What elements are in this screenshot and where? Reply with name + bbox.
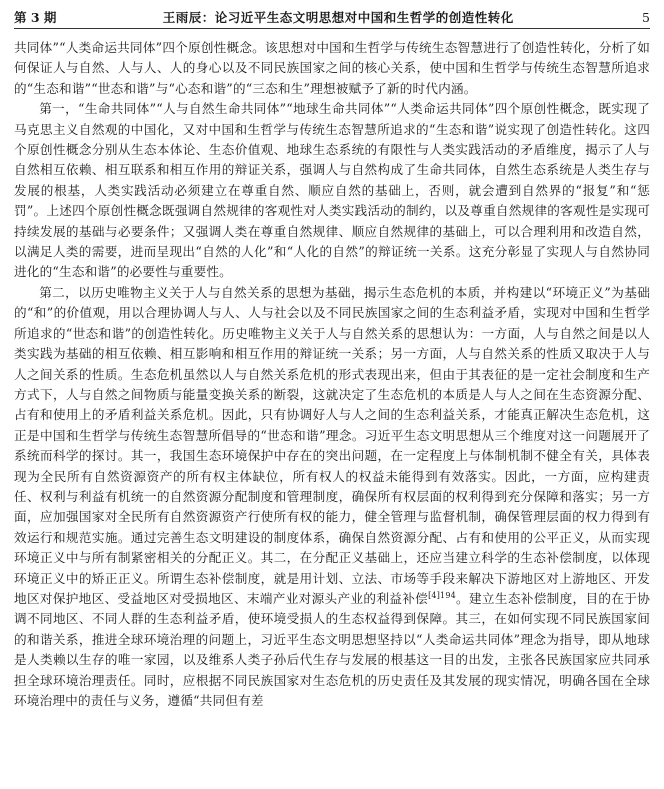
citation-ref: [4]194 [428,590,456,600]
issue-label: 第 3 期 [14,10,57,25]
article-body [14,38,650,711]
running-title: 王雨辰：论习近平生态文明思想对中国和生哲学的创造性转化 [162,10,514,25]
paragraph-second-text-b: 。建立生态补偿制度，目的在于协调不同地区、不同人群的生态利益矛盾，使环境受损人的生态权益得到保障。其三，在如何实现不同民族国家间的和谐关系，推进全球环境治理的问题上，习近平生态文明思想坚持以“人类命运共同体”理念为指导，即从地球是人类赖以生存的唯一家园，以及维系人类子孙后代生存与发展的根基这一目的出发，主张各民族国家应共同承担全球环境治理责任。同时，应根据不同民族国家对生态危机的历史责任及其发展的现实情况，明确各国在全球环境治理中的责任与义务，遵循“共同但有差 [14,590,651,708]
page-number: 5 [642,9,650,25]
paragraph-continuation: 共同体”“人类命运共同体”四个原创性概念。该思想对中国和生哲学与传统生态智慧进行了创造性转化，分析了如何保证人与自然、人与人、人的身心以及不同民族国家之间的核心关系，使中国和生哲学与传统生态智慧所追求的“生态和谐”“世态和谐”与“心态和谐”的“三态和生”理想被赋予了新的时代内涵。 [14,40,650,96]
paragraph-second-text-a: 第二，以历史唯物主义关于人与自然关系的思想为基础，揭示生态危机的本质，并构建以“环境正义”为基础的“和”的价值观，用以合理协调人与人、人与社会以及不同民族国家之间的生态利益矛盾，实现对中国和生哲学所追求的“世态和谐”的创造性转化。历史唯物主义关于人与自然关系的思想认为：一方面，人与自然之间是以人类实践为基础的相互依赖、相互影响和相互作用的辩证统一关系；另一方面，人与自然关系的性质又取决于人与人之间关系的性质。生态危机虽然以人与自然关系危机的形式表现出来，但由于其表征的是一定社会制度和生产方式下，人与自然之间物质与能量变换关系的断裂，这就决定了生态危机的本质是人与人之间在生态资源分配、占有和使用上的矛盾利益关系危机。因此，只有协调好人与人之间的生态利益关系，才能真正解决生态危机，这正是中国和生哲学与传统生态智慧所倡导的“世态和谐”理念。习近平生态文明思想从三个维度对这一问题展开了系统而科学的探讨。其一，我国生态环境保护中存在的突出问题，在一定程度上与体制机制不健全有关，具体表现为全民所有自然资源资产的所有权主体缺位，所有权人的权益未能得到有效落实。因此，一方面，应构建责任、权利与利益有机统一的自然资源分配制度和管理制度，确保所有权层面的权利得到充分保障和落实；另一方面，应加强国家对全民所有自然资源资产行使所有权的能力，健全管理与监督机制，确保管理层面的权力得到有效运行和规范实施。通过完善生态文明建设的制度体系，确保自然资源分配、占有和使用的公平正义，从而实现环境正义中与所有制紧密相关的分配正义。其二，在分配正义基础上，还应当建立科学的生态补偿制度，以体现环境正义中的矫正正义。所谓生态补偿制度，就是用计划、立法、市场等手段来解决下游地区对上游地区、开发地区对保护地区、受益地区对受损地区、末端产业对源头产业的利益补偿 [14,284,650,606]
running-header [14,6,650,29]
paragraph-first: 第一，“生命共同体”“人与自然生命共同体”“地球生命共同体”“人类命运共同体”四个原创性概念，既实现了马克思主义自然观的中国化，又对中国和生哲学与传统生态智慧所追求的“生态和谐”说实现了创造性转化。这四个原创性概念分别从生态本体论、生态价值观、地球生态系统的有限性与人类实践活动的矛盾维度，揭示了人与自然相互依赖、相互联系和相互作用的辩证关系，强调人与自然构成了生命共同体，自然生态系统是人类生存与发展的根基，人类实践活动必须建立在尊重自然、顺应自然的基础上，否则，就会遭到自然界的“报复”和“惩罚”。上述四个原创性概念既强调自然规律的客观性对人类实践活动的制约，以及尊重自然规律的客观性是实现可持续发展的基础与必要条件；又强调人类在尊重自然规律、顺应自然规律的基础上，可以合理利用和改造自然，以满足人类的需要，进而呈现出“自然的人化”和“人化的自然”的辩证统一关系。这充分彰显了实现人与自然协同进化的“生态和谐”的必要性与重要性。 [14,101,650,280]
paragraph-second [14,283,650,712]
